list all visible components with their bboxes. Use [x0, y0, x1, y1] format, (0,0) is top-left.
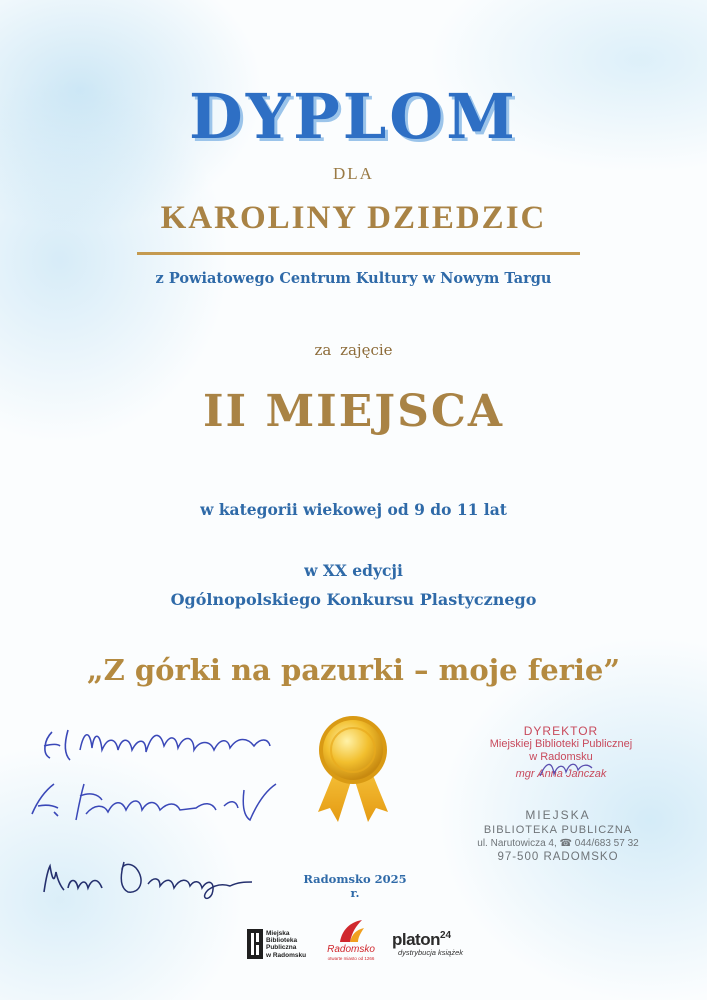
director-stamp-line1: Miejskiej Biblioteki Publicznej — [489, 738, 633, 750]
award-intro: za zajęcie — [314, 341, 393, 359]
radomsko-logo — [322, 918, 380, 966]
signature-1 — [24, 710, 294, 770]
platon-logo-number: 24 — [440, 930, 452, 941]
platon24-logo — [392, 930, 474, 964]
gold-medal-icon — [308, 712, 398, 828]
library-logo-text — [266, 930, 306, 959]
director-stamp-line2: w Radomsku — [529, 751, 593, 763]
recipient-name: KAROLINY DZIEDZIC — [160, 200, 547, 236]
library-logo-line: Miejska — [266, 930, 290, 937]
director-signature — [536, 756, 596, 782]
library-logo-mark-icon — [247, 929, 263, 959]
platon-logo-tagline: dystrybucja książek — [398, 948, 464, 957]
radomsko-logo-mark-icon — [336, 918, 366, 944]
for-label: DLA — [333, 164, 374, 183]
platon-logo-word: platon — [392, 930, 440, 949]
library-stamp-line1: MIEJSKA — [525, 808, 591, 822]
library-logo-line: w Radomsku — [266, 951, 307, 959]
gold-divider — [137, 252, 580, 255]
library-stamp — [440, 808, 676, 865]
library-stamp-address: ul. Narutowicza 4, ☎ 044/683 57 32 — [477, 838, 639, 849]
contest-name: Ogólnopolskiego Konkursu Plastycznego — [170, 590, 537, 609]
library-logo-line: Biblioteka — [266, 937, 298, 945]
director-stamp-name: mgr Anna Janczak — [515, 768, 607, 780]
library-stamp-line2: BIBLIOTEKA PUBLICZNA — [483, 824, 633, 836]
radomsko-logo-tagline: otwarte miasto od 1266 — [327, 956, 375, 961]
age-category: w kategorii wiekowej od 9 do 11 lat — [200, 500, 507, 519]
contest-theme: „Z górki na pazurki – moje ferie” — [86, 653, 621, 687]
award-place: II MIEJSCA — [202, 386, 505, 437]
location-date: Radomsko 2025 r. — [303, 872, 407, 900]
radomsko-logo-word: Radomsko — [327, 944, 375, 955]
library-logo — [247, 927, 319, 963]
contest-edition: w XX edycji — [304, 561, 403, 580]
diploma-title: DYPLOM — [189, 80, 518, 153]
signature-2 — [24, 770, 294, 830]
recipient-institution: z Powiatowego Centrum Kultury w Nowym Targu — [155, 270, 552, 287]
library-stamp-postal: 97-500 RADOMSKO — [497, 851, 619, 863]
director-stamp-title: DYREKTOR — [523, 724, 599, 738]
library-logo-line: Publiczna — [266, 944, 297, 952]
signature-3 — [24, 848, 294, 908]
